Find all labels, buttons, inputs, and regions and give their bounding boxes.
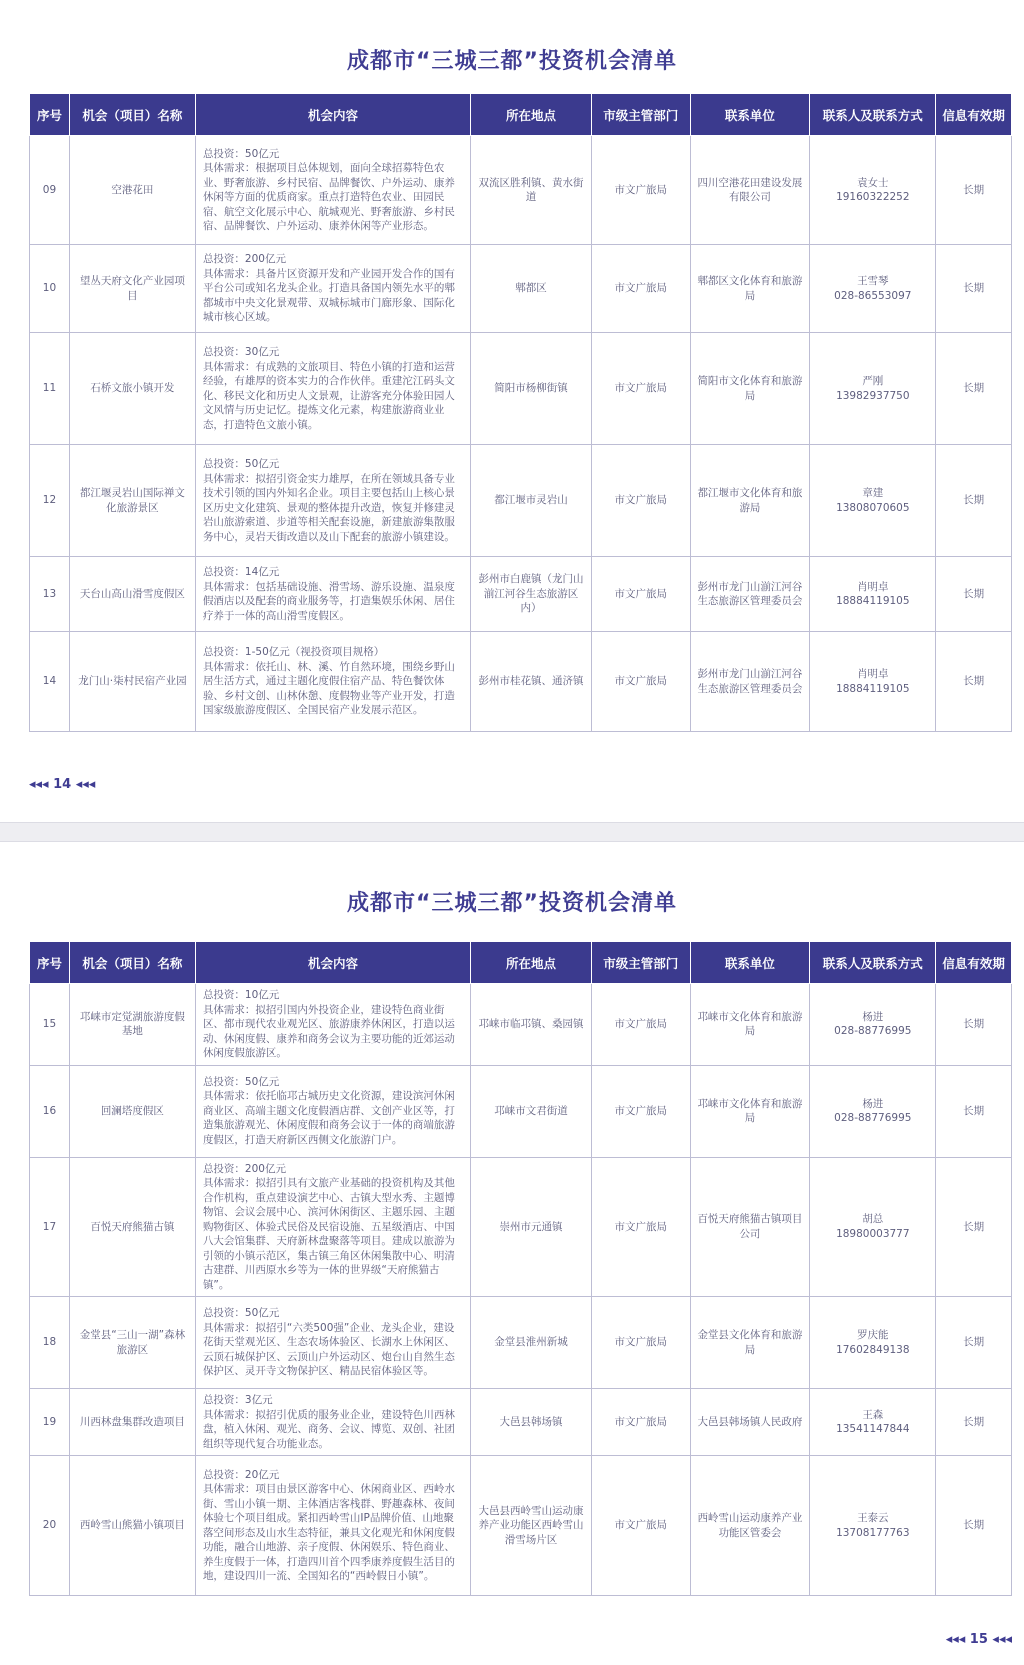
specific-demand: 具体需求：拟招引国内外投资企业，建设特色商业街区、都市现代农业观光区、旅游康养休闲区，打造以运动、休闲度假、康养和商务会议为主要功能的近郊运动休闲度假旅游区。 <box>202 1003 455 1059</box>
validity: 长期 <box>936 1157 1012 1297</box>
municipal-department: 市文广旅局 <box>591 1065 690 1157</box>
total-investment: 总投资：50亿元 <box>202 1075 280 1088</box>
municipal-department: 市文广旅局 <box>591 1157 690 1297</box>
column-header: 联系单位 <box>690 942 810 984</box>
location: 大邑县西岭雪山运动康养产业功能区西岭雪山滑雪场片区 <box>471 1456 592 1596</box>
row-number: 09 <box>30 136 70 245</box>
contact-phone: 13982937750 <box>836 389 910 402</box>
row-number: 20 <box>30 1456 70 1596</box>
total-investment: 总投资：200亿元 <box>202 253 286 266</box>
opportunity-content <box>195 557 470 632</box>
project-name: 石桥文旅小镇开发 <box>69 333 195 445</box>
opportunity-content <box>195 984 470 1066</box>
contact-phone: 13808070605 <box>836 501 910 514</box>
page-number: ◂◂◂ 15 ◂◂◂ <box>945 1632 1012 1647</box>
location: 彭州市白鹿镇（龙门山湔江河谷生态旅游区内） <box>471 557 592 632</box>
specific-demand: 具体需求：项目由景区游客中心、休闲商业区、西岭水街、雪山小镇一期、主体酒店客栈群、野趣森林、夜间体验七个项目组成。紧扣西岭雪山IP品牌价值、山地聚落空间形态及山水生态特征，兼具文化观光和休闲度假功能，融合山地游、亲子度假、休闲娱乐、特色商业、养生度假于一体，打造四川首个四季康养度假生活目的地，建设四川一流、全国知名的“西岭假日小镇”。 <box>202 1483 455 1582</box>
municipal-department: 市文广旅局 <box>591 136 690 245</box>
contact-unit: 邛崃市文化体育和旅游局 <box>690 984 810 1066</box>
validity: 长期 <box>936 632 1012 732</box>
total-investment: 总投资：50亿元 <box>202 147 280 160</box>
opportunity-content <box>195 1456 470 1596</box>
location: 大邑县韩场镇 <box>471 1389 592 1456</box>
specific-demand: 具体需求：拟招引优质的服务业企业，建设特色川西林盘，植入休闲、观光、商务、会议、博览、双创、社团组织等现代复合功能业态。 <box>202 1408 455 1450</box>
validity: 长期 <box>936 333 1012 445</box>
project-name: 川西林盘集群改造项目 <box>69 1389 195 1456</box>
row-number: 10 <box>30 245 70 333</box>
contact-unit: 金堂县文化体育和旅游局 <box>690 1297 810 1389</box>
column-header: 联系人及联系方式 <box>810 942 936 984</box>
validity: 长期 <box>936 136 1012 245</box>
contact-unit: 彭州市龙门山湔江河谷生态旅游区管理委员会 <box>690 557 810 632</box>
project-name: 百悦天府熊猫古镇 <box>69 1157 195 1297</box>
table-row <box>30 1297 1012 1389</box>
row-number: 15 <box>30 984 70 1066</box>
total-investment: 总投资：1-50亿元（视投资项目规格） <box>202 646 385 659</box>
municipal-department: 市文广旅局 <box>591 245 690 333</box>
row-number: 19 <box>30 1389 70 1456</box>
contact-unit: 郫都区文化体育和旅游局 <box>690 245 810 333</box>
location: 邛崃市文君街道 <box>471 1065 592 1157</box>
total-investment: 总投资：200亿元 <box>202 1162 286 1175</box>
contact-phone: 13541147844 <box>836 1423 910 1435</box>
column-header: 序号 <box>30 94 70 136</box>
location: 简阳市杨柳街镇 <box>471 333 592 445</box>
opportunity-content <box>195 1297 470 1389</box>
total-investment: 总投资：50亿元 <box>202 1307 280 1320</box>
municipal-department: 市文广旅局 <box>591 1456 690 1596</box>
row-number: 11 <box>30 333 70 445</box>
opportunity-table <box>29 93 1012 732</box>
contact-person: 罗庆能 <box>857 1329 889 1341</box>
location: 邛崃市临邛镇、桑园镇 <box>471 984 592 1066</box>
total-investment: 总投资：14亿元 <box>202 566 280 578</box>
row-number: 16 <box>30 1065 70 1157</box>
contact-info <box>810 984 936 1066</box>
location: 崇州市元通镇 <box>471 1157 592 1297</box>
contact-info <box>810 1065 936 1157</box>
contact-phone: 17602849138 <box>836 1343 910 1356</box>
opportunity-content <box>195 445 470 557</box>
contact-info <box>810 1389 936 1456</box>
column-header: 机会内容 <box>195 94 470 136</box>
contact-unit: 简阳市文化体育和旅游局 <box>690 333 810 445</box>
specific-demand: 具体需求：包括基础设施、滑雪场、游乐设施、温泉度假酒店以及配套的商业服务等，打造集娱乐休闲、居住疗养于一体的高山滑雪度假区。 <box>202 580 455 622</box>
table-row <box>30 984 1012 1066</box>
contact-person: 王森 <box>862 1408 884 1421</box>
validity: 长期 <box>936 1456 1012 1596</box>
location: 都江堰市灵岩山 <box>471 445 592 557</box>
total-investment: 总投资：10亿元 <box>202 989 280 1001</box>
row-number: 18 <box>30 1297 70 1389</box>
validity: 长期 <box>936 1065 1012 1157</box>
column-header: 所在地点 <box>471 942 592 984</box>
location: 郫都区 <box>471 245 592 333</box>
contact-person: 严刚 <box>862 375 884 387</box>
opportunity-content <box>195 1389 470 1456</box>
column-header: 市级主管部门 <box>591 942 690 984</box>
contact-person: 胡总 <box>862 1213 884 1226</box>
page-title: 成都市“三城三都”投资机会清单 <box>347 49 677 74</box>
project-name: 空港花田 <box>69 136 195 245</box>
total-investment: 总投资：30亿元 <box>202 346 280 358</box>
municipal-department: 市文广旅局 <box>591 557 690 632</box>
table-row <box>30 557 1012 632</box>
table-row <box>30 1389 1012 1456</box>
municipal-department: 市文广旅局 <box>591 333 690 445</box>
contact-phone: 028-88776995 <box>834 1025 912 1038</box>
opportunity-content <box>195 632 470 732</box>
contact-info <box>810 1157 936 1297</box>
contact-unit: 大邑县韩场镇人民政府 <box>690 1389 810 1456</box>
column-header: 市级主管部门 <box>591 94 690 136</box>
contact-info <box>810 333 936 445</box>
municipal-department: 市文广旅局 <box>591 1297 690 1389</box>
table-row <box>30 136 1012 245</box>
table-header <box>30 942 1012 984</box>
validity: 长期 <box>936 557 1012 632</box>
specific-demand: 具体需求：拟招引资金实力雄厚，在所在领域具备专业技术引领的国内外知名企业。项目主要包括山上核心景区历史文化建筑、景观的整体提升改造，恢复并修建灵岩山旅游索道、步道等相关配套设施，新建旅游集散服务中心，灵岩天街改造以及山下配套的旅游小镇建设。 <box>202 472 455 543</box>
opportunity-table <box>29 941 1012 1596</box>
table-row <box>30 1157 1012 1297</box>
column-header: 序号 <box>30 942 70 984</box>
contact-person: 袁女士 <box>857 176 889 189</box>
column-header: 联系人及联系方式 <box>810 94 936 136</box>
opportunity-content <box>195 245 470 333</box>
opportunity-content <box>195 1157 470 1297</box>
validity: 长期 <box>936 1389 1012 1456</box>
contact-phone: 028-88776995 <box>834 1112 912 1124</box>
contact-phone: 19160322252 <box>836 191 910 203</box>
column-header: 机会（项目）名称 <box>69 94 195 136</box>
column-header: 机会内容 <box>195 942 470 984</box>
contact-unit: 西岭雪山运动康养产业功能区管委会 <box>690 1456 810 1596</box>
specific-demand: 具体需求：拟招引“六类500强”企业、龙头企业，建设花街天堂观光区、生态农场体验区、长湖水上休闲区、云顶石城保护区、云顶山户外运动区、炮台山自然生态保护区、灵开寺文物保护区、精品民宿体验区等。 <box>202 1321 455 1378</box>
table-header <box>30 94 1012 136</box>
project-name: 回澜塔度假区 <box>69 1065 195 1157</box>
contact-info <box>810 136 936 245</box>
total-investment: 总投资：3亿元 <box>202 1394 273 1406</box>
table-row <box>30 245 1012 333</box>
project-name: 龙门山·柒村民宿产业园 <box>69 632 195 732</box>
page-title: 成都市“三城三都”投资机会清单 <box>347 891 677 916</box>
contact-info <box>810 1456 936 1596</box>
page-15 <box>0 842 1024 1665</box>
contact-phone: 18884119105 <box>836 682 910 695</box>
opportunity-content <box>195 333 470 445</box>
contact-unit: 百悦天府熊猫古镇项目公司 <box>690 1157 810 1297</box>
contact-unit: 都江堰市文化体育和旅游局 <box>690 445 810 557</box>
row-number: 12 <box>30 445 70 557</box>
contact-info <box>810 632 936 732</box>
total-investment: 总投资：50亿元 <box>202 458 280 470</box>
project-name: 金堂县“三山一湖”森林旅游区 <box>69 1297 195 1389</box>
opportunity-content <box>195 136 470 245</box>
page-14 <box>0 0 1024 822</box>
contact-person: 王泰云 <box>857 1512 889 1524</box>
row-number: 14 <box>30 632 70 732</box>
project-name: 都江堰灵岩山国际禅文化旅游景区 <box>69 445 195 557</box>
contact-unit: 四川空港花田建设发展有限公司 <box>690 136 810 245</box>
contact-person: 肖明卓 <box>857 668 889 680</box>
row-number: 17 <box>30 1157 70 1297</box>
table-body <box>30 984 1012 1596</box>
municipal-department: 市文广旅局 <box>591 1389 690 1456</box>
project-name: 天台山高山滑雪度假区 <box>69 557 195 632</box>
municipal-department: 市文广旅局 <box>591 632 690 732</box>
page-separator <box>0 822 1024 842</box>
table-row <box>30 1456 1012 1596</box>
contact-info <box>810 1297 936 1389</box>
column-header: 机会（项目）名称 <box>69 942 195 984</box>
contact-person: 王雪琴 <box>857 275 889 287</box>
column-header: 联系单位 <box>690 94 810 136</box>
project-name: 西岭雪山熊猫小镇项目 <box>69 1456 195 1596</box>
contact-person: 杨进 <box>862 1097 884 1110</box>
contact-phone: 13708177763 <box>836 1526 910 1539</box>
opportunity-content <box>195 1065 470 1157</box>
contact-phone: 18980003777 <box>836 1227 910 1240</box>
municipal-department: 市文广旅局 <box>591 445 690 557</box>
municipal-department: 市文广旅局 <box>591 984 690 1066</box>
contact-unit: 彭州市龙门山湔江河谷生态旅游区管理委员会 <box>690 632 810 732</box>
table-body <box>30 136 1012 732</box>
validity: 长期 <box>936 445 1012 557</box>
contact-info <box>810 557 936 632</box>
contact-info <box>810 445 936 557</box>
column-header: 信息有效期 <box>936 942 1012 984</box>
column-header: 信息有效期 <box>936 94 1012 136</box>
column-header: 所在地点 <box>471 94 592 136</box>
contact-info <box>810 245 936 333</box>
contact-person: 肖明卓 <box>857 580 889 593</box>
table-row <box>30 1065 1012 1157</box>
table-row <box>30 632 1012 732</box>
contact-person: 章建 <box>862 487 884 499</box>
table-row <box>30 333 1012 445</box>
specific-demand: 具体需求：拟招引具有文旅产业基础的投资机构及其他合作机构，重点建设演艺中心、古镇大型水秀、主题博物馆、会议会展中心、滨河休闲街区、主题乐园、主题购物街区、体验式民俗及民宿设施、五星级酒店、中国八大会馆集群、天府新林盘聚落等项目。建成以旅游为引领的小镇示范区，集古镇三角区休闲集散中心、明清古建群、川西原水乡等为一体的世界级“天府熊猫古镇”。 <box>202 1177 455 1291</box>
row-number: 13 <box>30 557 70 632</box>
contact-phone: 028-86553097 <box>834 289 912 302</box>
specific-demand: 具体需求：有成熟的文旅项目、特色小镇的打造和运营经验，有雄厚的资本实力的合作伙伴。重建沱江码头文化、移民文化和历史人文景观，让游客充分体验田园人文风情与历史记忆。提炼文化元素，构建旅游商业业态，打造特色文旅小镇。 <box>202 360 455 431</box>
page-number: ◂◂◂ 14 ◂◂◂ <box>29 777 96 792</box>
contact-unit: 邛崃市文化体育和旅游局 <box>690 1065 810 1157</box>
contact-person: 杨进 <box>862 1010 884 1023</box>
specific-demand: 具体需求：依托山、林、溪、竹自然环境，围绕乡野山居生活方式，通过主题化度假住宿产品、特色餐饮体验、乡村文创、山林休憩、度假物业等产业开发，打造国家级旅游度假区、全国民宿产业发展示范区。 <box>202 660 455 717</box>
validity: 长期 <box>936 245 1012 333</box>
specific-demand: 具体需求：依托临邛古城历史文化资源，建设滨河休闲商业区、高端主题文化度假酒店群、文创产业区等，打造集旅游观光、休闲度假和商务会议于一体的商端旅游度假区，打造天府新区西侧文化旅游门户。 <box>202 1090 455 1146</box>
project-name: 望丛天府文化产业园项目 <box>69 245 195 333</box>
location: 彭州市桂花镇、通济镇 <box>471 632 592 732</box>
validity: 长期 <box>936 1297 1012 1389</box>
validity: 长期 <box>936 984 1012 1066</box>
project-name: 邛崃市定觉湖旅游度假基地 <box>69 984 195 1066</box>
table-row <box>30 445 1012 557</box>
contact-phone: 18884119105 <box>836 595 910 607</box>
location: 双流区胜利镇、黄水街道 <box>471 136 592 245</box>
total-investment: 总投资：20亿元 <box>202 1468 280 1481</box>
specific-demand: 具体需求：根据项目总体规划，面向全球招募特色农业、野奢旅游、乡村民宿、品牌餐饮、户外运动、康养休闲等方面的优质商家。重点打造特色农业、田园民宿、航空文化展示中心、航城观光、野奢旅游、乡村民宿、品牌餐饮、户外运动、康养休闲等产业形态。 <box>202 162 455 232</box>
location: 金堂县淮州新城 <box>471 1297 592 1389</box>
specific-demand: 具体需求：具备片区资源开发和产业园开发合作的国有平台公司或知名龙头企业。打造具备国内领先水平的郫都城市中央文化景观带、双城标城市门廊形象、国际化城市核心区域。 <box>202 267 455 324</box>
